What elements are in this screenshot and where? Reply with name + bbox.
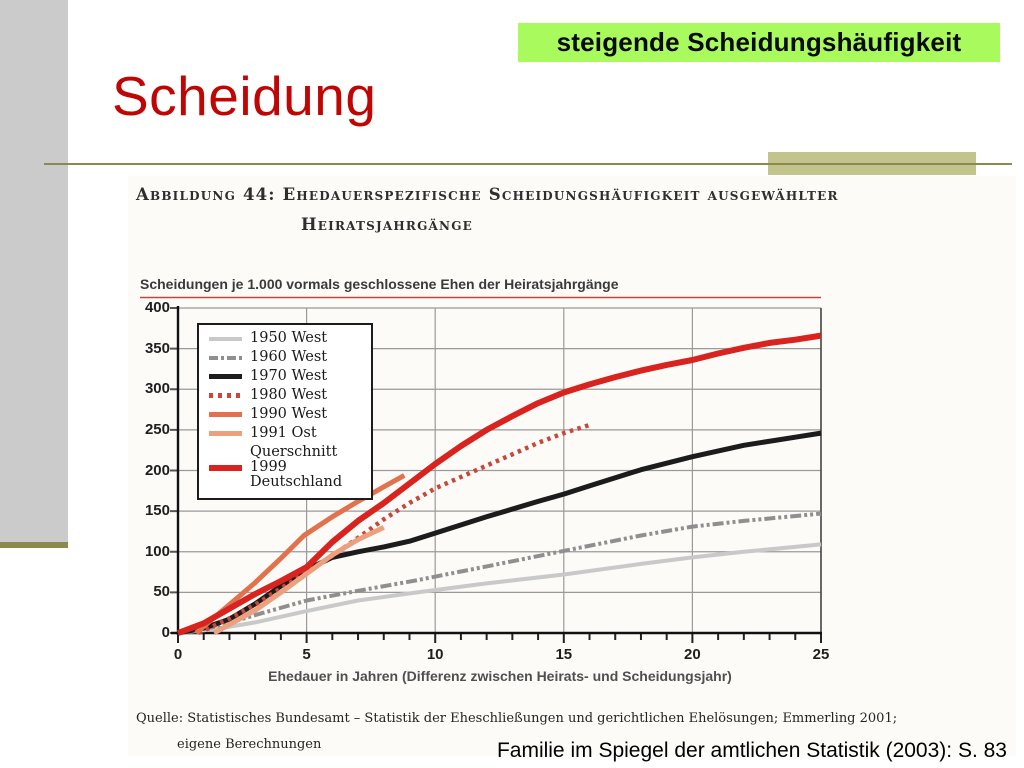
figure-heading-line1: Abbildung 44: Ehedauerspezifische Scheidungshäufigkeit ausgewählter (136, 185, 839, 204)
legend-label: 1960 West (250, 349, 328, 365)
x-tick-label: 20 (684, 646, 701, 663)
legend-label: 1970 West (250, 368, 328, 384)
legend-swatch (209, 431, 242, 436)
x-tick-label: 5 (302, 646, 311, 663)
series-line-1960-west (178, 514, 821, 633)
highlight-banner: steigende Scheidungshäufigkeit (518, 23, 1000, 62)
legend-label: 1991 Ost (250, 425, 317, 441)
legend-label: 1980 West (250, 387, 328, 403)
legend-swatch (209, 393, 242, 398)
slide-title: Scheidung (112, 65, 377, 127)
y-tick-label: 250 (144, 420, 170, 438)
source-line2: eigene Berechnungen (177, 737, 322, 752)
legend-row (209, 350, 371, 365)
legend-swatch (209, 337, 242, 341)
figure-heading-line2: Heiratsjahrgänge (301, 215, 473, 234)
y-tick-label: 100 (144, 542, 170, 560)
y-tick-label: 200 (144, 461, 170, 479)
slide-caption: Familie im Spiegel der amtlichen Statistik (2003): S. 83 (496, 739, 1007, 762)
x-tick-label: 10 (426, 646, 444, 663)
y-tick-label: 50 (153, 583, 170, 601)
legend-row (209, 445, 371, 490)
legend-label: Querschnitt 1999 Deutschland (250, 444, 343, 490)
legend-swatch (209, 374, 242, 379)
legend-swatch (209, 465, 242, 471)
y-tick-label: 150 (144, 502, 170, 520)
y-tick-label: 0 (161, 624, 170, 641)
x-tick-label: 0 (173, 646, 183, 663)
legend-swatch (209, 356, 242, 360)
y-tick-label: 300 (144, 380, 170, 398)
legend-row (209, 369, 371, 384)
legend-row (209, 388, 371, 403)
x-tick-label: 15 (555, 646, 573, 663)
chart-subtitle: Scheidungen je 1.000 vormals geschlossene Ehen der Heiratsjahrgänge (140, 276, 619, 292)
legend-swatch (209, 412, 242, 417)
x-tick-label: 25 (812, 646, 830, 663)
source-line1: Quelle: Statistisches Bundesamt – Statistik der Eheschließungen und gerichtlichen Ehelösungen; Emmerling 2001; (136, 711, 898, 726)
x-axis-caption: Ehedauer in Jahren (Differenz zwischen Heirats- und Scheidungsjahr) (268, 668, 732, 684)
legend-label: 1990 West (250, 406, 328, 422)
chart-legend (197, 323, 373, 500)
y-tick-label: 400 (144, 299, 170, 316)
legend-row (209, 331, 371, 346)
legend-label: 1950 West (250, 330, 328, 346)
legend-row (209, 407, 371, 422)
legend-row (209, 426, 371, 441)
y-tick-label: 350 (144, 339, 170, 357)
